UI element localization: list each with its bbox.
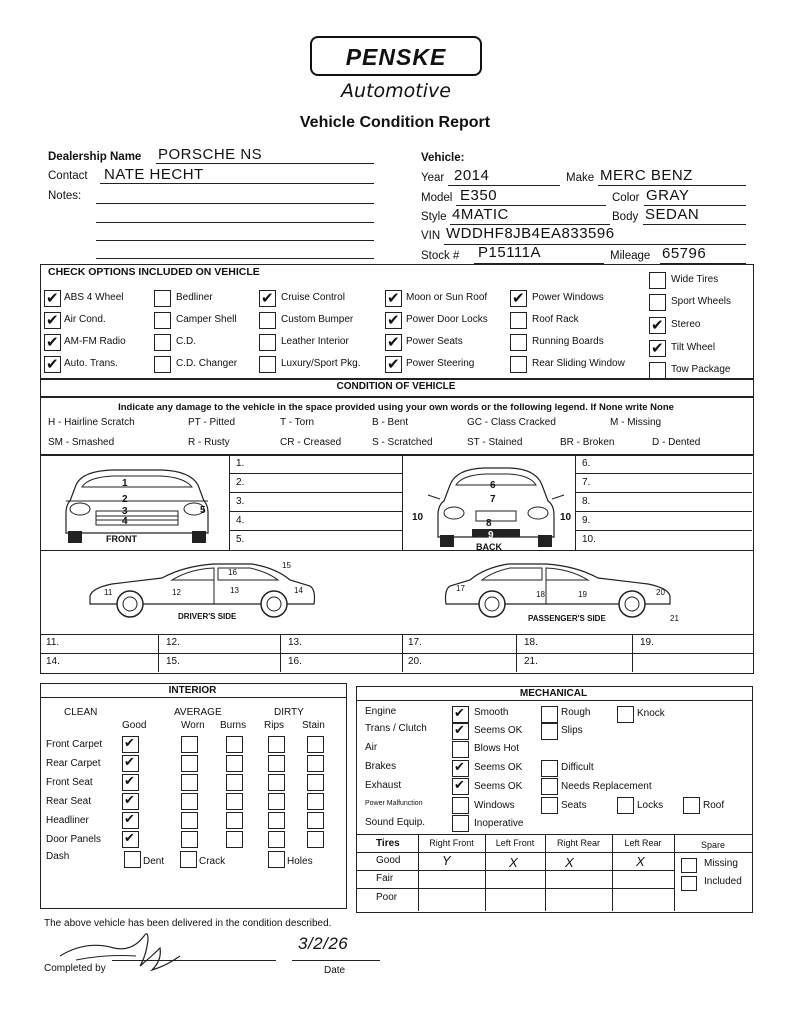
damage-entry-number: 19. bbox=[640, 637, 654, 648]
damage-entry-number: 17. bbox=[408, 637, 422, 648]
damage-entry-number: 7. bbox=[582, 477, 591, 488]
damage-entry-number: 3. bbox=[236, 496, 245, 507]
option-running-boards-checkbox[interactable] bbox=[510, 334, 527, 351]
passenger-side-diagram bbox=[440, 560, 676, 620]
check-mark-icon: ✔ bbox=[124, 774, 135, 789]
year-label: Year bbox=[421, 172, 445, 184]
tires-row-good: Good bbox=[376, 855, 401, 866]
damage-entry-number: 14. bbox=[46, 656, 60, 667]
interior-condition-checkbox[interactable] bbox=[226, 793, 243, 810]
driver-mark-15: 15 bbox=[282, 561, 291, 570]
notes-line[interactable] bbox=[96, 258, 374, 259]
passengers-side-label: PASSENGER'S SIDE bbox=[528, 614, 606, 623]
trans-seems-ok-checkbox[interactable]: ✔ bbox=[452, 723, 469, 740]
tires-row-poor: Poor bbox=[376, 892, 398, 903]
damage-entry-line[interactable] bbox=[575, 511, 752, 512]
option-power-steering-checkbox[interactable] bbox=[385, 356, 402, 373]
legend-item: BR - Broken bbox=[560, 437, 615, 448]
interior-condition-checkbox[interactable] bbox=[307, 736, 324, 753]
check-mark-icon: ✔ bbox=[261, 289, 274, 307]
style-value: 4MATIC bbox=[452, 206, 509, 223]
brakes-seems-ok-checkbox[interactable]: ✔ bbox=[452, 760, 469, 777]
legend-item: D - Dented bbox=[652, 437, 701, 448]
inoperative-label: Inoperative bbox=[474, 818, 524, 829]
spare-missing-checkbox[interactable] bbox=[681, 858, 697, 873]
damage-entry-line[interactable] bbox=[575, 473, 752, 474]
option-tilt-wheel-checkbox[interactable] bbox=[649, 340, 666, 357]
trans-slips-checkbox[interactable] bbox=[541, 723, 558, 740]
date-value[interactable]: 3/2/26 bbox=[298, 934, 349, 953]
interior-condition-checkbox[interactable] bbox=[122, 736, 139, 753]
drivers-side-label: DRIVER'S SIDE bbox=[178, 612, 237, 621]
driver-mark-12: 12 bbox=[172, 588, 181, 597]
dealership-label: Dealership Name bbox=[48, 151, 142, 163]
option-custom-bumper-checkbox[interactable] bbox=[259, 312, 276, 329]
interior-condition-checkbox[interactable] bbox=[307, 755, 324, 772]
option-rear-sliding-window-checkbox[interactable] bbox=[510, 356, 527, 373]
option-air-cond-checkbox[interactable] bbox=[44, 312, 61, 329]
spare-included-label: Included bbox=[704, 876, 742, 887]
option-label: Custom Bumper bbox=[281, 314, 354, 325]
front-mark-1: 1 bbox=[122, 478, 128, 489]
body-value: SEDAN bbox=[645, 206, 700, 223]
damage-entry-number: 13. bbox=[288, 637, 302, 648]
logo-text: PENSKE bbox=[345, 44, 447, 70]
brakes-seems-ok-label: Seems OK bbox=[474, 762, 523, 773]
condition-instruction: Indicate any damage to the vehicle in the space provided using your own words or the following legend. If None write None bbox=[118, 402, 674, 413]
locks-label: Locks bbox=[637, 800, 664, 811]
damage-entry-number: 8. bbox=[582, 496, 591, 507]
tires-col-spare: Spare bbox=[700, 840, 726, 850]
option-label: Sport Wheels bbox=[671, 296, 732, 307]
option-am-fm-radio-checkbox[interactable] bbox=[44, 334, 61, 351]
option-label: Roof Rack bbox=[532, 314, 579, 325]
interior-row-label: Front Seat bbox=[46, 777, 93, 788]
tires-row-fair: Fair bbox=[376, 873, 394, 884]
contact-label: Contact bbox=[48, 170, 88, 182]
interior-condition-checkbox[interactable] bbox=[307, 774, 324, 791]
interior-condition-checkbox[interactable] bbox=[307, 793, 324, 810]
tires-col-left-rear: Left Rear bbox=[624, 838, 662, 848]
spare-missing-label: Missing bbox=[704, 858, 738, 869]
damage-entry-number: 21. bbox=[524, 656, 538, 667]
check-mark-icon: ✔ bbox=[387, 311, 400, 329]
legend-item: T - Torn bbox=[280, 417, 315, 428]
option-label: Air Cond. bbox=[64, 314, 106, 325]
front-mark-3: 3 bbox=[122, 506, 128, 517]
rips-label: Rips bbox=[264, 720, 285, 731]
back-mark-10-left: 10 bbox=[412, 512, 424, 523]
option-tow-package-checkbox[interactable] bbox=[649, 362, 666, 379]
mechanical-heading: MECHANICAL bbox=[519, 688, 588, 699]
option-label: Tilt Wheel bbox=[671, 342, 716, 353]
option-label: Tow Package bbox=[671, 364, 731, 375]
option-camper-shell-checkbox[interactable] bbox=[154, 312, 171, 329]
spare-included-checkbox[interactable] bbox=[681, 876, 697, 891]
logo-subtext: Automotive bbox=[341, 80, 451, 102]
blows-hot-label: Blows Hot bbox=[474, 743, 520, 754]
interior-condition-checkbox[interactable] bbox=[226, 736, 243, 753]
option-luxury-sport-pkg-checkbox[interactable] bbox=[259, 356, 276, 373]
option-label: Power Windows bbox=[532, 292, 604, 303]
interior-row-label: Door Panels bbox=[46, 834, 102, 845]
check-mark-icon: ✔ bbox=[651, 316, 664, 334]
dealership-value: PORSCHE NS bbox=[158, 146, 263, 163]
notes-line[interactable] bbox=[96, 203, 374, 204]
option-abs-4-wheel-checkbox[interactable] bbox=[44, 290, 61, 307]
knock-label: Knock bbox=[637, 708, 665, 719]
option-label: Cruise Control bbox=[281, 292, 345, 303]
option-bedliner-checkbox[interactable] bbox=[154, 290, 171, 307]
power-windows-checkbox[interactable] bbox=[452, 797, 469, 814]
option-wide-tires-checkbox[interactable] bbox=[649, 272, 666, 289]
interior-condition-checkbox[interactable] bbox=[122, 774, 139, 791]
dash-holes-checkbox[interactable] bbox=[268, 851, 285, 868]
condition-heading: CONDITION OF VEHICLE bbox=[336, 381, 456, 392]
interior-condition-checkbox[interactable] bbox=[307, 812, 324, 829]
passenger-mark-18: 18 bbox=[536, 590, 545, 599]
check-mark-icon: ✔ bbox=[46, 289, 59, 307]
tires-col-right-front: Right Front bbox=[429, 838, 474, 848]
roof-label: Roof bbox=[703, 800, 725, 811]
brakes-label: Brakes bbox=[365, 761, 397, 772]
exhaust-seems-ok-label: Seems OK bbox=[474, 781, 523, 792]
option-label: Power Steering bbox=[406, 358, 475, 369]
option-label: Luxury/Sport Pkg. bbox=[281, 358, 361, 369]
power-locks-checkbox[interactable] bbox=[617, 797, 634, 814]
interior-condition-checkbox[interactable] bbox=[181, 736, 198, 753]
passenger-mark-21: 21 bbox=[670, 614, 679, 623]
rough-label: Rough bbox=[561, 707, 591, 718]
front-label: FRONT bbox=[106, 534, 137, 544]
check-mark-icon: ✔ bbox=[124, 831, 135, 846]
mileage-label: Mileage bbox=[610, 250, 651, 262]
power-malfunction-label: Power Malfunction bbox=[365, 800, 423, 807]
back-car-diagram bbox=[424, 465, 568, 549]
power-seats-checkbox[interactable] bbox=[541, 797, 558, 814]
interior-condition-checkbox[interactable] bbox=[226, 831, 243, 848]
stain-label: Stain bbox=[302, 720, 325, 731]
mileage-value: 65796 bbox=[662, 245, 707, 262]
interior-condition-checkbox[interactable] bbox=[181, 793, 198, 810]
logo bbox=[310, 36, 482, 76]
engine-rough-checkbox[interactable] bbox=[541, 706, 558, 723]
front-mark-5: 5 bbox=[200, 505, 206, 516]
notes-line[interactable] bbox=[96, 222, 374, 223]
check-mark-icon: ✔ bbox=[46, 355, 59, 373]
interior-condition-checkbox[interactable] bbox=[307, 831, 324, 848]
passenger-mark-17: 17 bbox=[456, 584, 465, 593]
check-mark-icon: ✔ bbox=[124, 736, 135, 751]
average-label: AVERAGE bbox=[174, 707, 222, 718]
good-label: Good bbox=[122, 720, 147, 731]
legend-item: PT - Pitted bbox=[188, 417, 236, 428]
driver-mark-16: 16 bbox=[228, 568, 237, 577]
back-label: BACK bbox=[476, 542, 502, 552]
option-power-windows-checkbox[interactable] bbox=[510, 290, 527, 307]
dent-label: Dent bbox=[143, 856, 165, 867]
check-mark-icon: ✔ bbox=[387, 355, 400, 373]
front-mark-4: 4 bbox=[122, 516, 128, 527]
damage-entry-number: 1. bbox=[236, 458, 245, 469]
tire-mark-right-rear[interactable]: X bbox=[565, 855, 575, 870]
dash-label: Dash bbox=[46, 851, 70, 862]
damage-entry-line[interactable] bbox=[575, 492, 752, 493]
option-power-door-locks-checkbox[interactable] bbox=[385, 312, 402, 329]
damage-entry-number: 6. bbox=[582, 458, 591, 469]
air-label: Air bbox=[365, 742, 378, 753]
interior-condition-checkbox[interactable] bbox=[122, 831, 139, 848]
option-label: Power Door Locks bbox=[406, 314, 488, 325]
interior-condition-checkbox[interactable] bbox=[122, 812, 139, 829]
interior-row-label: Rear Seat bbox=[46, 796, 92, 807]
needs-replacement-label: Needs Replacement bbox=[561, 781, 652, 792]
option-moon-or-sun-roof-checkbox[interactable] bbox=[385, 290, 402, 307]
tire-mark-left-front[interactable]: X bbox=[509, 855, 519, 870]
interior-row-label: Headliner bbox=[46, 815, 89, 826]
options-heading: CHECK OPTIONS INCLUDED ON VEHICLE bbox=[48, 266, 260, 278]
engine-knock-checkbox[interactable] bbox=[617, 706, 634, 723]
passenger-mark-19: 19 bbox=[578, 590, 587, 599]
legend-item: M - Missing bbox=[610, 417, 662, 428]
damage-entry-number: 10. bbox=[582, 534, 596, 545]
interior-condition-checkbox[interactable] bbox=[268, 774, 285, 791]
exhaust-seems-ok-checkbox[interactable]: ✔ bbox=[452, 778, 469, 795]
back-mark-9: 9 bbox=[488, 530, 494, 541]
driver-mark-11: 11 bbox=[104, 588, 113, 597]
clean-label: CLEAN bbox=[64, 707, 98, 718]
damage-entry-line[interactable] bbox=[575, 530, 752, 531]
back-mark-6: 6 bbox=[490, 480, 496, 491]
option-c-d-changer-checkbox[interactable] bbox=[154, 356, 171, 373]
difficult-label: Difficult bbox=[561, 762, 594, 773]
exhaust-needs-replacement-checkbox[interactable] bbox=[541, 778, 558, 795]
interior-condition-checkbox[interactable] bbox=[268, 755, 285, 772]
damage-entry-line[interactable] bbox=[229, 492, 402, 493]
make-value: MERC BENZ bbox=[600, 167, 693, 184]
legend-item: S - Scratched bbox=[372, 437, 433, 448]
slips-label: Slips bbox=[561, 725, 583, 736]
color-value: GRAY bbox=[646, 187, 690, 204]
interior-row-label: Front Carpet bbox=[46, 739, 103, 750]
interior-condition-checkbox[interactable] bbox=[268, 812, 285, 829]
dash-dent-checkbox[interactable] bbox=[124, 851, 141, 868]
damage-entry-number: 16. bbox=[288, 656, 302, 667]
driver-mark-14: 14 bbox=[294, 586, 303, 595]
legend-item: CR - Creased bbox=[280, 437, 342, 448]
check-mark-icon: ✔ bbox=[387, 333, 400, 351]
windows-label: Windows bbox=[474, 800, 515, 811]
damage-entry-line[interactable] bbox=[229, 511, 402, 512]
notes-label: Notes: bbox=[48, 190, 82, 202]
option-auto-trans-checkbox[interactable] bbox=[44, 356, 61, 373]
option-cruise-control-checkbox[interactable] bbox=[259, 290, 276, 307]
option-label: Camper Shell bbox=[176, 314, 237, 325]
option-label: AM-FM Radio bbox=[64, 336, 126, 347]
legend-item: SM - Smashed bbox=[48, 437, 115, 448]
page-title: Vehicle Condition Report bbox=[299, 114, 491, 131]
back-mark-10-right: 10 bbox=[560, 512, 572, 523]
interior-condition-checkbox[interactable] bbox=[181, 755, 198, 772]
option-label: C.D. Changer bbox=[176, 358, 238, 369]
stock-value: P15111A bbox=[478, 244, 541, 261]
sound-inoperative-checkbox[interactable] bbox=[452, 815, 469, 832]
damage-entry-number: 18. bbox=[524, 637, 538, 648]
check-mark-icon: ✔ bbox=[124, 793, 135, 808]
air-blows-hot-checkbox[interactable] bbox=[452, 741, 469, 758]
legend-item: B - Bent bbox=[372, 417, 409, 428]
worn-label: Worn bbox=[181, 720, 205, 731]
engine-smooth-checkbox[interactable]: ✔ bbox=[452, 706, 469, 723]
color-label: Color bbox=[612, 192, 640, 204]
interior-condition-checkbox[interactable] bbox=[226, 755, 243, 772]
check-mark-icon: ✔ bbox=[46, 333, 59, 351]
option-label: Power Seats bbox=[406, 336, 463, 347]
damage-entry-number: 12. bbox=[166, 637, 180, 648]
vin-value: WDDHF8JB4EA833596 bbox=[446, 225, 615, 242]
completed-by-label: Completed by bbox=[44, 963, 106, 974]
style-label: Style bbox=[421, 211, 447, 223]
stock-label: Stock # bbox=[421, 250, 460, 262]
notes-line[interactable] bbox=[96, 240, 374, 241]
make-label: Make bbox=[566, 172, 595, 184]
power-roof-checkbox[interactable] bbox=[683, 797, 700, 814]
model-label: Model bbox=[421, 192, 453, 204]
back-mark-7: 7 bbox=[490, 494, 496, 505]
brakes-difficult-checkbox[interactable] bbox=[541, 760, 558, 777]
damage-entry-number: 4. bbox=[236, 515, 245, 526]
damage-entry-line[interactable] bbox=[229, 530, 402, 531]
legend-item: GC - Class Cracked bbox=[467, 417, 556, 428]
option-label: Auto. Trans. bbox=[64, 358, 118, 369]
interior-condition-checkbox[interactable] bbox=[181, 774, 198, 791]
damage-entry-number: 20. bbox=[408, 656, 422, 667]
check-mark-icon: ✔ bbox=[651, 339, 664, 357]
legend-item: R - Rusty bbox=[188, 437, 230, 448]
option-sport-wheels-checkbox[interactable] bbox=[649, 294, 666, 311]
body-label: Body bbox=[612, 211, 639, 223]
legend-item: H - Hairline Scratch bbox=[48, 417, 135, 428]
tires-heading: Tires bbox=[376, 838, 400, 849]
check-mark-icon: ✔ bbox=[387, 289, 400, 307]
damage-entry-number: 11. bbox=[46, 637, 60, 648]
seats-label: Seats bbox=[561, 800, 587, 811]
option-label: Leather Interior bbox=[281, 336, 349, 347]
interior-heading: INTERIOR bbox=[168, 685, 217, 696]
trans-label: Trans / Clutch bbox=[365, 723, 427, 734]
interior-condition-checkbox[interactable] bbox=[122, 793, 139, 810]
interior-condition-checkbox[interactable] bbox=[122, 755, 139, 772]
option-c-d-checkbox[interactable] bbox=[154, 334, 171, 351]
back-mark-8: 8 bbox=[486, 518, 492, 529]
damage-entry-number: 15. bbox=[166, 656, 180, 667]
tire-mark-right-front[interactable]: Y bbox=[442, 853, 452, 868]
sound-label: Sound Equip. bbox=[365, 817, 426, 828]
tires-col-right-rear: Right Rear bbox=[556, 838, 601, 848]
option-label: Running Boards bbox=[532, 336, 604, 347]
option-power-seats-checkbox[interactable] bbox=[385, 334, 402, 351]
dash-crack-checkbox[interactable] bbox=[180, 851, 197, 868]
interior-condition-checkbox[interactable] bbox=[226, 812, 243, 829]
passenger-mark-20: 20 bbox=[656, 588, 665, 597]
interior-condition-checkbox[interactable] bbox=[268, 736, 285, 753]
option-label: Bedliner bbox=[176, 292, 213, 303]
option-label: Wide Tires bbox=[671, 274, 719, 285]
interior-condition-checkbox[interactable] bbox=[268, 831, 285, 848]
front-mark-2: 2 bbox=[122, 494, 128, 505]
exhaust-label: Exhaust bbox=[365, 780, 402, 791]
option-stereo-checkbox[interactable] bbox=[649, 317, 666, 334]
check-mark-icon: ✔ bbox=[46, 311, 59, 329]
burns-label: Burns bbox=[220, 720, 247, 731]
tire-mark-left-rear[interactable]: X bbox=[636, 854, 646, 869]
driver-mark-13: 13 bbox=[230, 586, 239, 595]
check-mark-icon: ✔ bbox=[512, 289, 525, 307]
damage-entry-number: 5. bbox=[236, 534, 245, 545]
option-label: Rear Sliding Window bbox=[532, 358, 625, 369]
date-label: Date bbox=[324, 965, 346, 976]
check-mark-icon: ✔ bbox=[124, 755, 135, 770]
contact-value: NATE HECHT bbox=[104, 166, 204, 183]
option-leather-interior-checkbox[interactable] bbox=[259, 334, 276, 351]
option-label: Stereo bbox=[671, 319, 701, 330]
interior-condition-checkbox[interactable] bbox=[181, 831, 198, 848]
vehicle-heading: Vehicle: bbox=[421, 152, 465, 164]
tires-col-left-front: Left Front bbox=[495, 838, 535, 848]
crack-label: Crack bbox=[199, 856, 226, 867]
damage-entry-number: 9. bbox=[582, 515, 591, 526]
trans-seems-ok-label: Seems OK bbox=[474, 725, 523, 736]
delivery-statement: The above vehicle has been delivered in the condition described. bbox=[44, 918, 332, 929]
model-value: E350 bbox=[460, 187, 498, 204]
engine-label: Engine bbox=[365, 706, 397, 717]
vin-label: VIN bbox=[421, 230, 441, 242]
interior-condition-checkbox[interactable] bbox=[226, 774, 243, 791]
year-value: 2014 bbox=[454, 167, 490, 184]
option-label: ABS 4 Wheel bbox=[64, 292, 124, 303]
front-car-diagram bbox=[52, 465, 224, 547]
interior-row-label: Rear Carpet bbox=[46, 758, 101, 769]
interior-condition-checkbox[interactable] bbox=[268, 793, 285, 810]
option-roof-rack-checkbox[interactable] bbox=[510, 312, 527, 329]
smooth-label: Smooth bbox=[474, 707, 509, 718]
interior-condition-checkbox[interactable] bbox=[181, 812, 198, 829]
holes-label: Holes bbox=[287, 856, 313, 867]
damage-entry-number: 2. bbox=[236, 477, 245, 488]
option-label: C.D. bbox=[176, 336, 196, 347]
damage-entry-line[interactable] bbox=[229, 473, 402, 474]
dirty-label: DIRTY bbox=[274, 707, 304, 718]
legend-item: ST - Stained bbox=[467, 437, 523, 448]
option-label: Moon or Sun Roof bbox=[406, 292, 488, 303]
check-mark-icon: ✔ bbox=[124, 812, 135, 827]
